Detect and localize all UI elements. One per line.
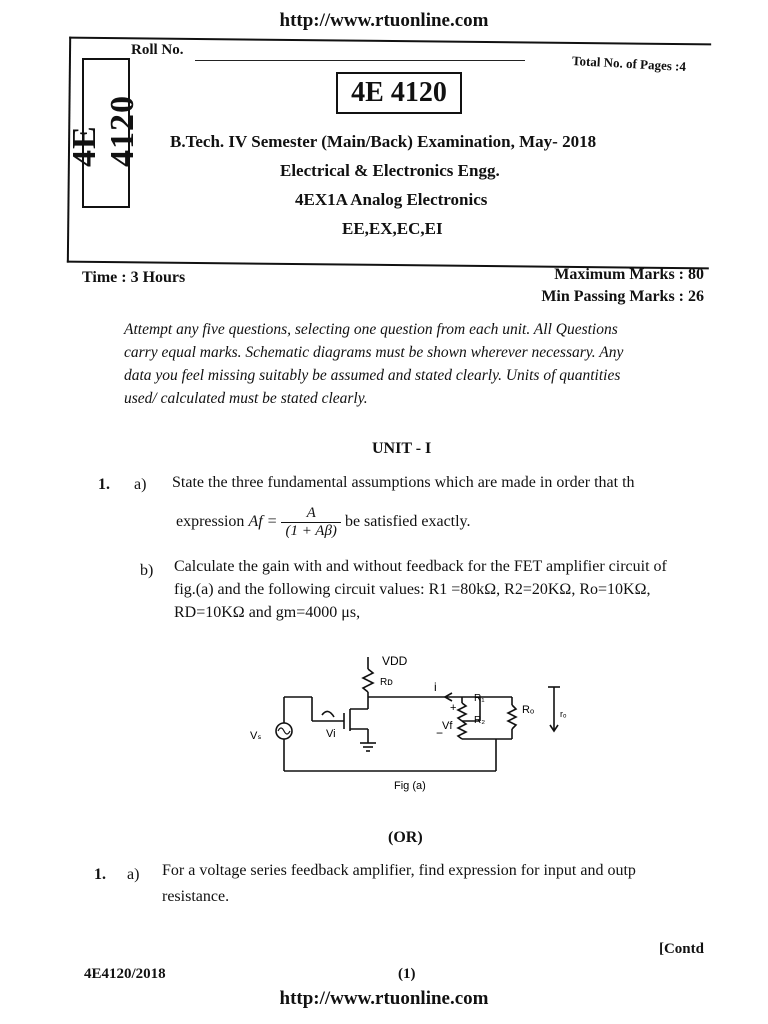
- side-code-text: 4E 4120: [66, 95, 141, 167]
- label-vf: Vf: [442, 720, 453, 732]
- q1-part-b-line3: RD=10KΩ and gm=4000 μs,: [174, 604, 361, 621]
- roll-no-label: Roll No.: [131, 42, 184, 58]
- q1-part-a-line1: State the three fundamental assumptions which are made in order that th: [172, 474, 635, 491]
- formula-fraction: [281, 505, 340, 540]
- q1-part-b-line1: Calculate the gain with and without feedback for the FET amplifier circuit of: [174, 558, 667, 575]
- q1-expression-prefix: expression: [176, 513, 245, 531]
- label-r1: R₁: [474, 693, 485, 704]
- q1-formula-line: [176, 505, 471, 540]
- subject: 4EX1A Analog Electronics: [295, 190, 488, 209]
- q1-number: 1.: [98, 476, 110, 493]
- page-number: (1): [398, 966, 416, 982]
- label-current: i: [434, 680, 437, 694]
- instruction-line: carry equal marks. Schematic diagrams must be shown wherever necessary. Any: [124, 344, 624, 361]
- instruction-line: data you feel missing suitably be assumed and stated clearly. Units of quantities: [124, 367, 621, 384]
- q1-part-b-line2: fig.(a) and the following circuit values: R1 =80kΩ, R2=20KΩ, Ro=10KΩ,: [174, 581, 651, 598]
- q1-alt-number: 1.: [94, 866, 106, 883]
- q1-alt-line2: resistance.: [162, 888, 230, 905]
- label-plus: +: [450, 702, 457, 714]
- total-pages: Total No. of Pages :4: [571, 53, 687, 74]
- label-vi: Vi: [326, 728, 336, 740]
- instruction-line: Attempt any five questions, selecting one question from each unit. All Questions: [124, 321, 618, 338]
- figure-caption: Fig (a): [394, 780, 426, 792]
- label-rout: rₒ: [560, 709, 567, 719]
- unit-title: UNIT - I: [372, 440, 432, 457]
- q1-expression-suffix: be satisfied exactly.: [344, 513, 471, 531]
- q1-part-b-label: b): [140, 562, 154, 579]
- paper-code: 4E 4120: [351, 77, 447, 108]
- q1-part-a-label: a): [134, 476, 147, 493]
- formula-numerator: A: [281, 505, 340, 523]
- label-vs: Vₛ: [250, 730, 262, 742]
- time-allowed: Time : 3 Hours: [82, 269, 186, 286]
- footer-code: 4E4120/2018: [84, 966, 166, 982]
- q1-alt-line1: For a voltage series feedback amplifier, find expression for input and outp: [162, 862, 636, 879]
- continued-marker: [Contd: [658, 941, 704, 957]
- label-vdd: VDD: [382, 654, 408, 668]
- formula-lhs: Af =: [248, 513, 278, 531]
- max-marks: Maximum Marks : 80: [554, 266, 704, 283]
- label-r2: R₂: [474, 715, 486, 726]
- label-rd: Rᴅ: [380, 677, 393, 688]
- exam-title: B.Tech. IV Semester (Main/Back) Examination, May- 2018: [170, 132, 597, 151]
- fet-amplifier-circuit: [240, 645, 580, 805]
- min-marks: Min Passing Marks : 26: [541, 288, 704, 305]
- q1-alt-label: a): [127, 866, 140, 883]
- paper-code-box: [336, 72, 462, 114]
- instruction-line: used/ calculated must be stated clearly.: [124, 390, 368, 407]
- formula-denominator: (1 + Aβ): [285, 523, 337, 539]
- header-url[interactable]: http://www.rtuonline.com: [279, 10, 489, 31]
- branch: Electrical & Electronics Engg.: [280, 161, 500, 180]
- or-separator: (OR): [388, 829, 423, 846]
- roll-no-line: [195, 60, 525, 61]
- streams: EE,EX,EC,EI: [342, 219, 443, 238]
- label-ro: Rₒ: [522, 704, 535, 716]
- label-minus: −: [436, 726, 444, 740]
- footer-url[interactable]: http://www.rtuonline.com: [279, 988, 489, 1009]
- side-code: [66, 58, 141, 204]
